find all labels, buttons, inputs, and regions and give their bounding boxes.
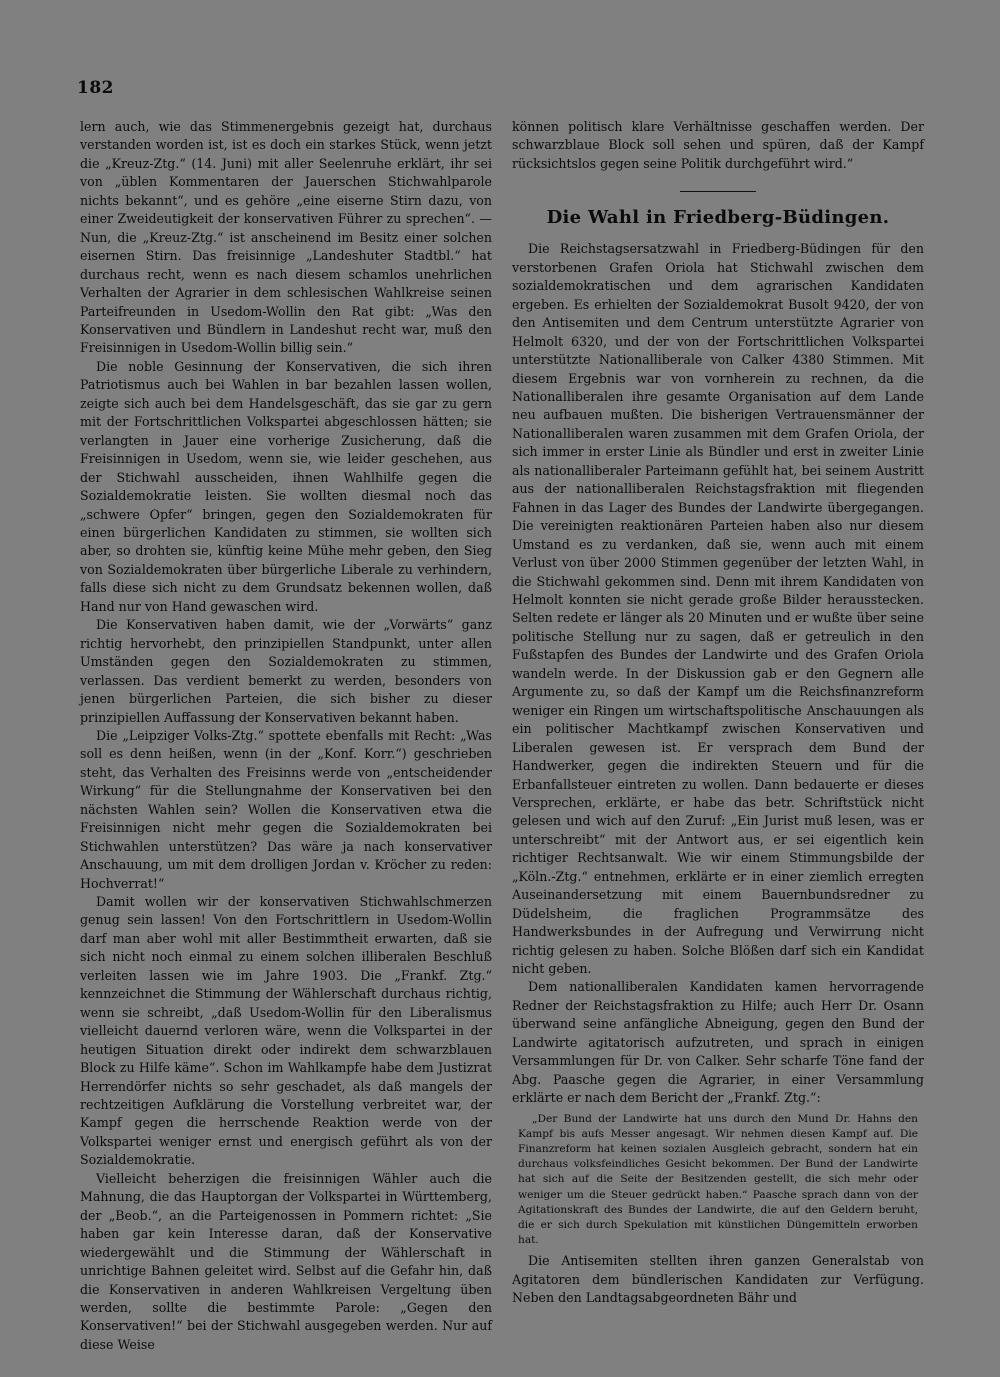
- article-title: Die Wahl in Friedberg-Büdingen.: [546, 207, 890, 229]
- paragraph: Vielleicht beherzigen die freisinnigen Wähler auch die Mahnung, die das Hauptorgan der Volkspartei in Württemberg, der „Beob.“, an die Parteigenossen in Pommern richtet: „Sie haben gar kein Interesse daran, daß der Konservative wiedergewählt und die Stimmung der Wählerschaft in unrichtige Bahnen geleitet wird. Selbst auf die Gefahr hin, daß die Konservativen in anderen Wahlkreisen Vergeltung üben werden, sollte die bestimmte Parole: „Gegen den Konservativen!“ bei der Stichwahl ausgegeben werden. Nur auf diese Weise: [80, 1170, 492, 1352]
- paragraph: Die „Leipziger Volks-Ztg.“ spottete ebenfalls mit Recht: „Was soll es denn heißen, wenn (in der „Konf. Korr.“) geschrieben steht, das Verhalten des Freisinns werde von „entscheidender Wirkung“ für die Stellungnahme der Konservativen bei den nächsten Wahlen sein? Wollen die Konservativen etwa die Freisinnigen nicht mehr gegen die Sozialdemokraten bei Stichwahlen unterstützen? Das wäre ja nach konservativer Anschauung, um mit dem drolligen Jordan v. Kröcher zu reden: Hochverrat!“: [80, 727, 492, 891]
- paragraph: Die Antisemiten stellten ihren ganzen Generalstab von Agitatoren dem bündlerischen Kandidaten zur Verfügung. Neben den Landtagsabgeordneten Bähr und: [512, 1253, 924, 1306]
- paragraph: lern auch, wie das Stimmenergebnis gezeigt hat, durchaus verstanden worden ist, ist es doch ein starkes Stück, wenn jetzt die „Kreuz-Ztg.“ (14. Juni) mit aller Seelenruhe erklärt, ihr sei von „üblen Kommentaren der Jauerschen Stichwahlparole nichts bekannt“, und es gehöre „eine eiserne Stirn dazu, von einer Zweideutigkeit der konservativen Führer zu sprechen“. — Nun, die „Kreuz-Ztg.“ ist anscheinend im Besitz einer solchen eisernen Stirn. Das freisinnige „Landeshuter Stadtbl.“ hat durchaus recht, wenn es nach diesem schamlos unehrlichen Verhalten der Agrarier in dem schlesischen Wahlkreise seinen Parteifreunden in Usedom-Wollin den Rat gibt: „Was den Konservativen und Bündlern in Landeshut recht war, muß den Freisinnigen in Usedom-Wollin billig sein.“: [80, 119, 492, 356]
- quote-paragraph: „Der Bund der Landwirte hat uns durch den Mund Dr. Hahns den Kampf bis aufs Messer angesagt. Wir nehmen diesen Kampf auf. Die Finanzreform hat keinen sozialen Ausgleich gebracht, sondern hat ein durchaus volksfeindliches Gesicht bekommen. Der Bund der Landwirte hat sich auf die Seite der Besitzenden gestellt, die sich mehr oder weniger um die Steuer gedrückt haben.“ Paasche sprach dann von der Agitationskraft des Bundes der Landwirte, die auf den Geldern beruht, die er sich durch Spekulation mit künstlichen Düngemitteln erworben hat.: [518, 1112, 918, 1247]
- paragraph: Die Reichstagsersatzwahl in Friedberg-Büdingen für den verstorbenen Grafen Oriola hat Stichwahl zwischen dem sozialdemokratischen und dem agrarischen Kandidaten ergeben. Es erhielten der Sozialdemokrat Busolt 9420, der von den Antisemiten und dem Centrum unterstützte Agrarier von Helmolt 6320, und der von der Fortschrittlichen Volkspartei unterstützte Nationalliberale von Calker 4380 Stimmen. Mit diesem Ergebnis war von vornherein zu rechnen, da die Nationalliberalen ihre gesamte Organisation auf dem Lande neu aufbauen mußten. Die bisherigen Vertrauensmänner der Nationalliberalen waren zusammen mit dem Grafen Oriola, der sich immer in erster Linie als Bündler und erst in zweiter Linie als nationalliberaler Parteimann gefühlt hat, bei seinem Austritt aus der nationalliberalen Reichstagsfraktion mit fliegenden Fahnen in das Lager des Bundes der Landwirte übergegangen. Die vereinigten reaktionären Parteien haben also nur diesem Umstand es zu verdanken, daß sie, wenn auch mit einem Verlust von über 2000 Stimmen gegenüber der letzten Wahl, in die Stichwahl gekommen sind. Denn mit ihrem Kandidaten von Helmolt konnten sie nicht gerade große Bilder herausstecken. Selten redete er länger als 20 Minuten und er wußte über seine politische Stellung nur zu sagen, daß er getreulich in den Fußstapfen des Bundes der Landwirte und des Grafen Oriola wandeln werde. In der Diskussion gab er den Gegnern alle Argumente zu, so daß der Kampf um die Reichsfinanzreform weniger ein Ringen um wirtschaftspolitische Anschauungen als ein politischer Machtkampf zwischen Konservativen und Liberalen gewesen ist. Er versprach dem Bund der Handwerker, gegen die indirekten Steuern und für die Erbanfallsteuer eintreten zu wollen. Dann bedauerte er dieses Versprechen, erklärte, er habe das betr. Schriftstück nicht gelesen und wich auf den Zuruf: „Ein Jurist muß lesen, was er unterschreibt“ mit der Antwort aus, er sei eigentlich kein richtiger Rechtsanwalt. Wie wir einem Stimmungsbilde der „Köln.-Ztg.“ entnehmen, erklärte er in einer ziemlich erregten Auseinandersetzung mit einem Bauernbundsredner zu Düdelsheim, die fraglichen Programmsätze des Handwerksbundes in der Aufregung und Verwirrung nicht richtig gelesen zu haben. Solche Blößen darf sich ein Kandidat nicht geben.: [512, 241, 924, 977]
- paragraph: können politisch klare Verhältnisse geschaffen werden. Der schwarzblaue Block soll sehen und spüren, daß der Kampf rücksichtslos gegen seine Politik durchgeführt wird.“: [512, 119, 924, 171]
- paragraph: Die noble Gesinnung der Konservativen, die sich ihren Patriotismus auch bei Wahlen in bar bezahlen lassen wollen, zeigte sich auch bei dem Handelsgeschäft, das sie gar zu gern mit der Fortschrittlichen Volkspartei abgeschlossen hätten; sie verlangten in Jauer eine vorherige Zusicherung, daß die Freisinnigen in Usedom, wenn sie, wie leider geschehen, aus der Stichwahl ausscheiden, ihnen Wahlhilfe gegen die Sozialdemokratie leisten. Sie wollten diesmal noch das „schwere Opfer“ bringen, gegen den Sozialdemokraten für einen bürgerlichen Kandidaten zu stimmen, sie wollten sich aber, so drohten sie, künftig keine Mühe mehr geben, den Sieg von Sozialdemokraten über bürgerliche Liberale zu verhindern, falls diese sich nicht zu dem Grundsatz bekennen wollen, daß Hand nur von Hand gewaschen wird.: [80, 358, 492, 614]
- paragraph: Dem nationalliberalen Kandidaten kamen hervorragende Redner der Reichstagsfraktion zu Hilfe; auch Herr Dr. Osann überwand seine anfängliche Abneigung, gegen den Bund der Landwirte agitatorisch aufzutreten, und sprach in einigen Versammlungen für Dr. von Calker. Sehr scharfe Töne fand der Abg. Paasche gegen die Agrarier, in einer Versammlung erklärte er nach dem Bericht der „Frankf. Ztg.“:: [512, 979, 924, 1106]
- section-divider: [680, 191, 756, 192]
- left-column: [80, 118, 492, 1354]
- paragraph: Damit wollen wir der konservativen Stichwahlschmerzen genug sein lassen! Von den Fortschrittlern in Usedom-Wollin darf man aber wohl mit aller Bestimmtheit erwarten, daß sie sich nicht noch einmal zu einem solchen illiberalen Beschluß verleiten lassen wie im Jahre 1903. Die „Frankf. Ztg.“ kennzeichnet die Stimmung der Wählerschaft durchaus richtig, wenn sie schreibt, „daß Usedom-Wollin für den Liberalismus vielleicht dauernd verloren wäre, wenn die Volkspartei in der heutigen Situation direkt oder indirekt dem schwarzblauen Block zu Hilfe käme“. Schon im Wahlkampfe habe dem Justizrat Herrendörfer nichts so sehr geschadet, als daß mangels der rechtzeitigen Aufklärung die Vorstellung verbreitet war, der Kampf gegen die herrschende Reaktion werde von der Volkspartei weniger ernst und energisch geführt als von der Sozialdemokratie.: [80, 894, 492, 1168]
- right-column: [512, 118, 924, 1308]
- paragraph: Die Konservativen haben damit, wie der „Vorwärts“ ganz richtig hervorhebt, den prinzipiellen Standpunkt, unter allen Umständen gegen den Sozialdemokraten zu stimmen, verlassen. Das verdient bemerkt zu werden, besonders von jenen bürgerlichen Parteien, die sich bisher zu dieser prinzipiellen Auffassung der Konservativen bekannt haben.: [80, 617, 492, 725]
- page-number: 182: [77, 78, 114, 98]
- block-quote: [518, 1112, 918, 1249]
